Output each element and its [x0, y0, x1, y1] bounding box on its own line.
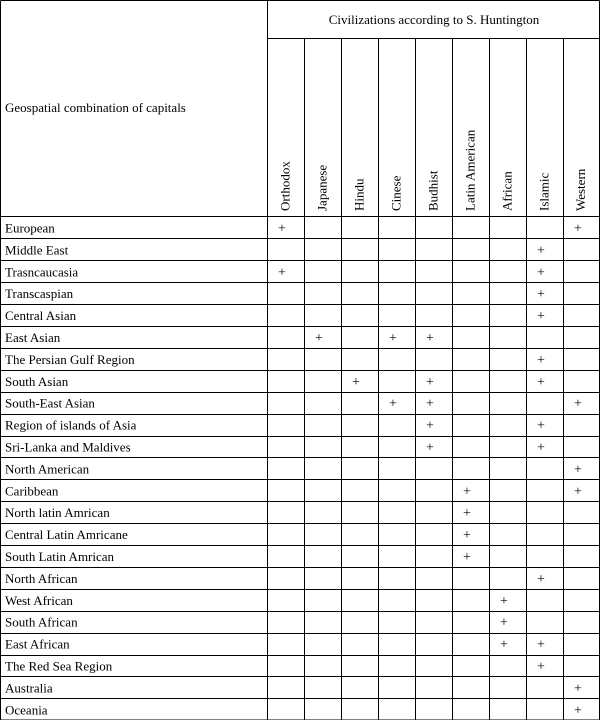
row-label: Australia	[5, 680, 53, 696]
column-header-orthodox: Orthodox	[277, 161, 293, 211]
plus-mark-western: +	[574, 462, 582, 478]
column-header-latin-american: Latin American	[462, 129, 478, 211]
row-label: European	[5, 220, 55, 236]
column-header-african: African	[499, 171, 515, 211]
table-row	[5, 221, 582, 237]
plus-mark-islamic: +	[537, 243, 545, 259]
plus-mark-western: +	[574, 484, 582, 500]
column-headers	[278, 129, 589, 211]
plus-mark-budhist: +	[426, 374, 434, 390]
plus-mark-latin-american: +	[463, 484, 471, 500]
column-header-budhist: Budhist	[425, 170, 441, 211]
plus-mark-islamic: +	[537, 287, 545, 303]
plus-mark-islamic: +	[537, 374, 545, 390]
table-row	[5, 615, 508, 631]
plus-mark-islamic: +	[537, 659, 545, 675]
table-row	[5, 483, 582, 499]
table-row	[5, 505, 471, 521]
plus-mark-cinese: +	[389, 396, 397, 412]
column-header-islamic: Islamic	[536, 172, 552, 211]
plus-mark-islamic: +	[537, 265, 545, 281]
plus-mark-islamic: +	[537, 418, 545, 434]
table-row	[5, 374, 545, 390]
plus-mark-western: +	[574, 703, 582, 719]
plus-mark-budhist: +	[426, 396, 434, 412]
table-row	[5, 461, 582, 477]
plus-mark-orthodox: +	[278, 265, 286, 281]
row-label: Central Latin Amricane	[5, 527, 128, 543]
plus-mark-japanese: +	[315, 331, 323, 346]
table-row	[5, 286, 545, 302]
group-header: Civilizations according to S. Huntington	[328, 12, 540, 27]
row-label: South Latin Amrican	[5, 549, 115, 564]
table-row	[5, 549, 471, 565]
plus-mark-african: +	[500, 615, 508, 631]
plus-mark-budhist: +	[426, 418, 434, 434]
column-header-cinese: Cinese	[388, 175, 404, 211]
table-row	[5, 418, 545, 434]
row-label: West African	[5, 592, 73, 608]
table-row	[5, 571, 545, 587]
row-label: Middle East	[5, 242, 69, 258]
table-row	[5, 680, 582, 696]
plus-mark-islamic: +	[537, 571, 545, 587]
row-label: Sri-Lanka and Maldives	[5, 439, 131, 455]
table-row	[5, 308, 545, 324]
column-header-western: Western	[573, 168, 588, 211]
row-label: Caribbean	[5, 483, 59, 499]
row-label: Central Asian	[5, 308, 77, 324]
row-header: Geospatial combination of capitals	[5, 100, 186, 115]
table-row	[5, 702, 582, 718]
plus-mark-islamic: +	[537, 440, 545, 456]
row-label: South African	[5, 614, 78, 630]
plus-mark-budhist: +	[426, 331, 434, 346]
plus-mark-western: +	[574, 221, 582, 237]
plus-mark-latin-american: +	[463, 550, 471, 565]
plus-mark-latin-american: +	[463, 506, 471, 522]
plus-mark-western: +	[574, 681, 582, 697]
plus-mark-cinese: +	[389, 331, 397, 346]
table-row	[5, 330, 434, 346]
plus-mark-latin-american: +	[463, 528, 471, 544]
table-row	[5, 264, 545, 280]
row-label: The Persian Gulf Region	[5, 351, 135, 367]
row-label: Oceania	[5, 702, 48, 718]
table-row	[5, 527, 471, 543]
plus-mark-african: +	[500, 593, 508, 609]
plus-mark-islamic: +	[537, 352, 545, 368]
row-label: The Red Sea Region	[5, 658, 113, 674]
plus-mark-orthodox: +	[278, 221, 286, 237]
column-header-japanese: Japanese	[314, 164, 330, 211]
table-row	[5, 593, 508, 609]
plus-mark-islamic: +	[537, 309, 545, 325]
table-row	[5, 637, 545, 653]
plus-mark-budhist: +	[426, 440, 434, 456]
row-label: East Asian	[5, 330, 61, 345]
row-label: South Asian	[5, 373, 69, 389]
table-row	[5, 242, 545, 258]
plus-mark-african: +	[500, 637, 508, 653]
column-header-hindu: Hindu	[351, 178, 367, 211]
plus-mark-hindu: +	[352, 374, 360, 390]
table-row	[5, 440, 545, 456]
plus-mark-western: +	[574, 396, 582, 412]
table-row	[5, 659, 545, 675]
row-label: East African	[5, 636, 70, 652]
row-label: North American	[5, 461, 90, 477]
table-row	[5, 352, 545, 368]
table-row	[5, 396, 582, 412]
table-body	[5, 221, 582, 719]
row-label: Region of islands of Asia	[5, 417, 137, 433]
row-label: South-East Asian	[5, 395, 95, 411]
plus-mark-islamic: +	[537, 637, 545, 653]
row-label: North latin Amrican	[5, 505, 110, 521]
row-label: Transcaspian	[5, 286, 74, 302]
row-label: North African	[5, 570, 78, 586]
row-label: Trasncaucasia	[5, 264, 79, 280]
